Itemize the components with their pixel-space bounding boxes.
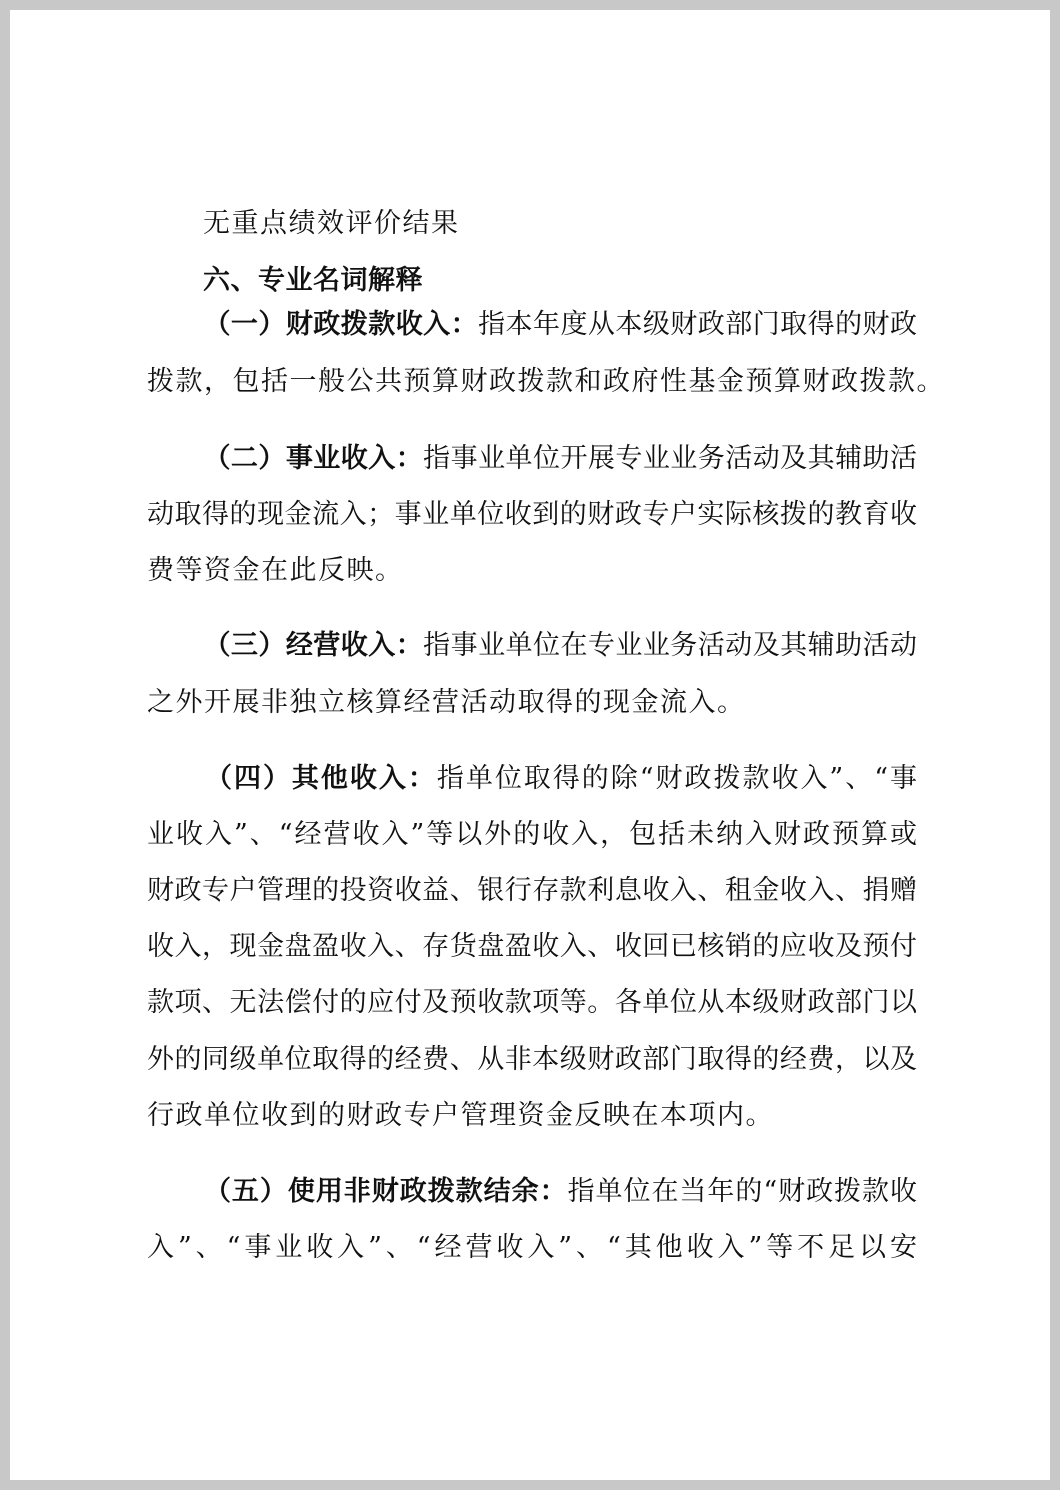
paragraph-no-evaluation [147, 204, 973, 244]
paragraph-other-income-line-4 [147, 927, 917, 967]
definition-text: 指单位在当年的“财政拨款收 [567, 1176, 917, 1207]
definition-text: 之外开展非独立核算经营活动取得的现金流入。 [147, 687, 746, 718]
paragraph-text: 无重点绩效评价结果 [203, 208, 460, 239]
paragraph-operating-income-line-2 [147, 683, 917, 723]
definition-text: 收入，现金盘盈收入、存货盘盈收入、收回已核销的应收及预付 [147, 931, 917, 962]
paragraph-non-fiscal-balance-line-2 [147, 1228, 917, 1268]
definition-text: 指事业单位在专业业务活动及其辅助活动 [423, 630, 918, 661]
definition-text: 财政专户管理的投资收益、银行存款利息收入、租金收入、捐赠 [147, 875, 917, 906]
paragraph-operating-income-line-1 [147, 626, 917, 666]
term-other-income: （四）其他收入： [203, 763, 437, 794]
paragraph-business-income-line-3 [147, 551, 917, 591]
definition-text: 款项、无法偿付的应付及预收款项等。各单位从本级财政部门以 [147, 987, 917, 1018]
definition-text: 费等资金在此反映。 [147, 555, 404, 586]
definition-text: 指单位取得的除“财政拨款收入”、“事 [436, 763, 917, 794]
paragraph-business-income-line-2 [147, 495, 917, 535]
definition-text: 动取得的现金流入；事业单位收到的财政专户实际核拨的教育收 [147, 499, 917, 530]
definition-text: 业收入”、“经营收入”等以外的收入，包括未纳入财政预算或 [147, 819, 917, 850]
definition-text: 指本年度从本级财政部门取得的财政 [478, 309, 918, 340]
paragraph-other-income-line-5 [147, 983, 917, 1023]
paragraph-other-income-line-2 [147, 815, 917, 855]
paragraph-fiscal-appropriation-line-2 [147, 362, 945, 402]
term-fiscal-appropriation: （一）财政拨款收入： [203, 309, 479, 340]
term-business-income: （二）事业收入： [203, 443, 424, 474]
paragraph-other-income-line-1 [147, 759, 917, 799]
paragraph-fiscal-appropriation-line-1 [147, 305, 917, 345]
paragraph-other-income-line-6 [147, 1040, 917, 1080]
paragraph-business-income-line-1 [147, 439, 917, 479]
definition-text: 拨款，包括一般公共预算财政拨款和政府性基金预算财政拨款。 [147, 366, 945, 397]
definition-text: 入”、“事业收入”、“经营收入”、“其他收入”等不足以安 [147, 1232, 917, 1263]
paragraph-other-income-line-3 [147, 871, 917, 911]
definition-text: 行政单位收到的财政专户管理资金反映在本项内。 [147, 1100, 774, 1131]
section-heading-text: 六、专业名词解释 [203, 265, 423, 296]
paragraph-non-fiscal-balance-line-1 [147, 1172, 917, 1212]
definition-text: 外的同级单位取得的经费、从非本级财政部门取得的经费，以及 [147, 1044, 917, 1075]
definition-text: 指事业单位开展专业业务活动及其辅助活 [423, 443, 918, 474]
paragraph-other-income-line-7 [147, 1096, 917, 1136]
term-operating-income: （三）经营收入： [203, 630, 424, 661]
section-heading [147, 261, 973, 301]
document-page [10, 10, 1050, 1480]
term-non-fiscal-balance: （五）使用非财政拨款结余： [203, 1176, 568, 1207]
